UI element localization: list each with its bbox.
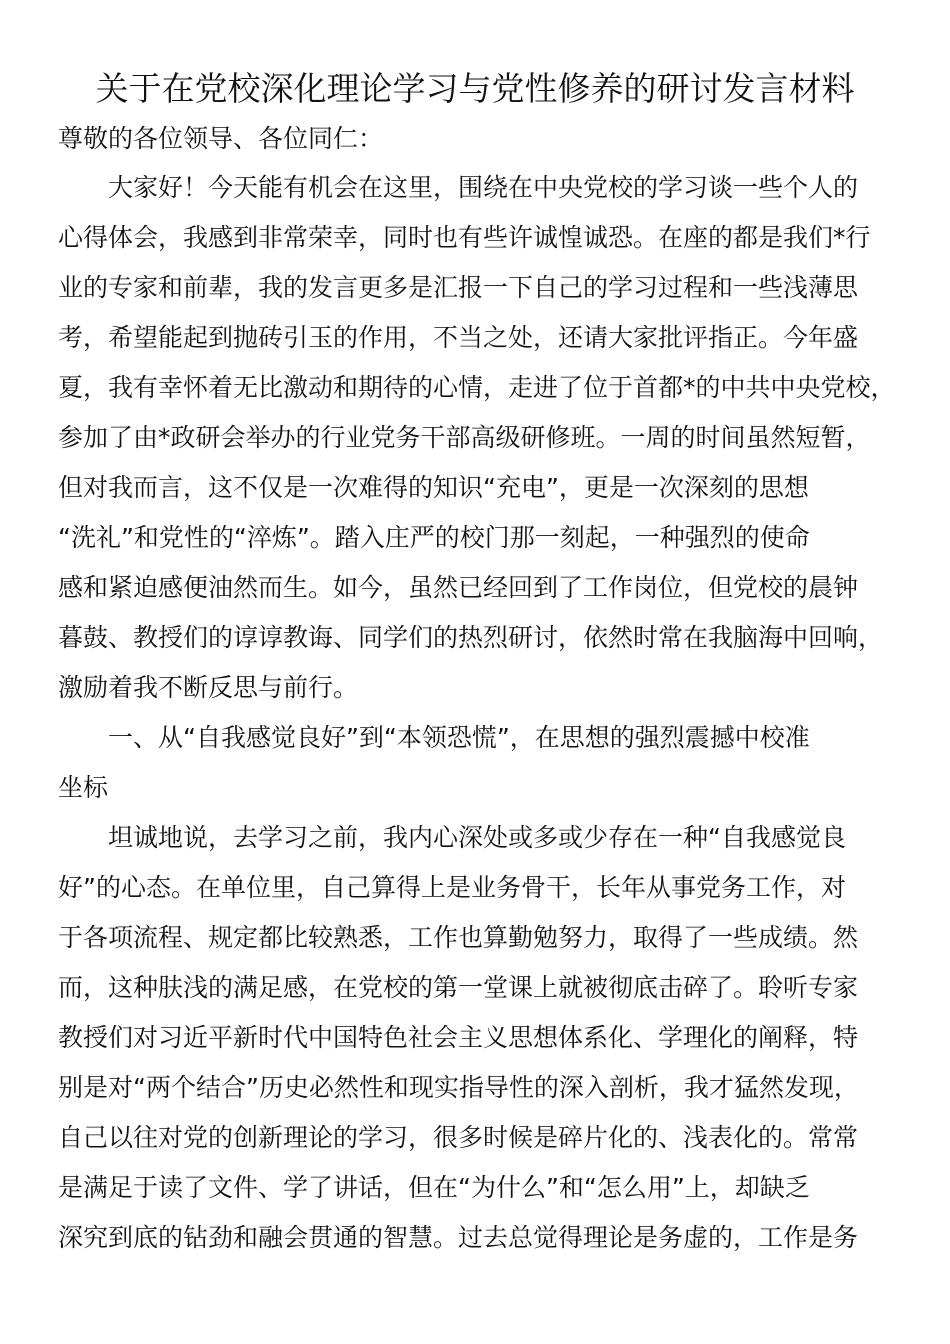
body-line: 于各项流程、规定都比较熟悉，工作也算勤勉努力，取得了一些成绩。然 [58,923,859,952]
document-title: 关于在党校深化理论学习与党性修养的研讨发言材料 [95,69,855,108]
body-line: 教授们对习近平新时代中国特色社会主义思想体系化、学理化的阐释，特 [58,1023,859,1052]
body-line: 考，希望能起到抛砖引玉的作用，不当之处，还请大家批评指正。今年盛 [58,323,859,352]
body-line: 夏，我有幸怀着无比激动和期待的心情，走进了位于首都*的中共中央党校， [58,373,896,402]
body-line: 是满足于读了文件、学了讲话，但在“为什么”和“怎么用”上，却缺乏 [58,1173,810,1202]
body-line: 感和紧迫感便油然而生。如今，虽然已经回到了工作岗位，但党校的晨钟 [58,573,859,602]
section-heading: 一、从“自我感觉良好”到“本领恐慌”，在思想的强烈震撼中校准 [108,723,810,752]
body-line: 暮鼓、教授们的谆谆教诲、同学们的热烈研讨，依然时常在我脑海中回响， [58,623,884,652]
body-line: 自己以往对党的创新理论的学习，很多时候是碎片化的、浅表化的。常常 [58,1123,859,1152]
body-line: 业的专家和前辈，我的发言更多是汇报一下自己的学习过程和一些浅薄思 [58,273,859,302]
section-heading-continued: 坐标 [58,773,109,802]
body-line: 深究到底的钻劲和融会贯通的智慧。过去总觉得理论是务虚的，工作是务 [58,1223,859,1252]
body-line: 激励着我不断反思与前行。 [58,673,359,702]
body-line: 参加了由*政研会举办的行业党务干部高级研修班。一周的时间虽然短暂， [58,423,871,452]
body-line: “洗礼”和党性的“淬炼”。踏入庄严的校门那一刻起，一种强烈的使命 [58,523,810,552]
body-line: 但对我而言，这不仅是一次难得的知识“充电”，更是一次深刻的思想 [58,473,809,502]
body-line: 而，这种肤浅的满足感，在党校的第一堂课上就被彻底击碎了。聆听专家 [58,973,859,1002]
body-line: 大家好！今天能有机会在这里，围绕在中央党校的学习谈一些个人的 [108,173,859,202]
salutation: 尊敬的各位领导、各位同仁： [58,124,384,153]
document-body [58,168,896,1268]
body-line: 心得体会，我感到非常荣幸，同时也有些许诚惶诚恐。在座的都是我们*行 [58,223,871,252]
body-line: 别是对“两个结合”历史必然性和现实指导性的深入剖析，我才猛然发现， [58,1073,859,1102]
body-line: 坦诚地说，去学习之前，我内心深处或多或少存在一种“自我感觉良 [108,823,846,852]
body-line: 好”的心态。在单位里，自己算得上是业务骨干，长年从事党务工作，对 [58,873,846,902]
